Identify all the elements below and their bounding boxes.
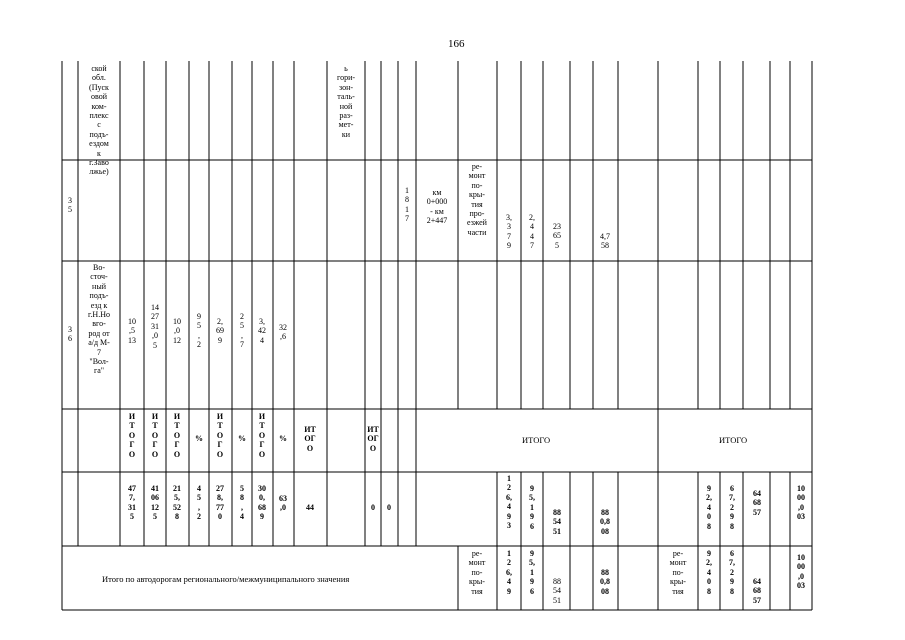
row36-value-1: 10 ,5 13 [128, 317, 136, 345]
total-value-6: 5 8 , 4 [240, 484, 244, 522]
total-right-1: 9 2, 4 0 8 [706, 484, 712, 531]
row35-km-range: км 0+000 - км 2+447 [426, 188, 448, 226]
itogo-left-label: ИТОГО [522, 435, 551, 445]
row36-value-2: 14 27 31 ,0 5 [151, 303, 159, 350]
itogo-vertical-5: И Т О Г О [258, 412, 266, 459]
total-zero-1: 0 [371, 503, 375, 512]
final-right-4: 10 00 ,0 03 [797, 553, 805, 591]
row35-number: 3 5 [68, 196, 72, 215]
final-left-1: 1 2 6, 4 9 [506, 549, 512, 596]
row36-value-5: 2, 69 9 [216, 317, 224, 345]
row35-value-2: 2, 4 4 7 [529, 213, 535, 251]
itogo-vertical-2: И Т О Г О [151, 412, 159, 459]
itogo-right-label: ИТОГО [719, 435, 748, 445]
row36-road-name: Во- сточ- ный подъ- езд к г.Н.Но вго- род от а/д М- 7 "Вол- га" [88, 263, 110, 376]
itogo-vertical-4: И Т О Г О [216, 412, 224, 459]
row35-sub-index: 1 8 1 7 [405, 186, 409, 224]
row36-value-8: 32 ,6 [279, 323, 287, 342]
total-right-2: 6 7, 2 9 8 [729, 484, 735, 531]
final-left-3: 88 54 51 [553, 577, 561, 605]
total-value-4: 4 5 , 2 [197, 484, 201, 522]
total-left-2: 9 5, 1 9 6 [529, 484, 535, 531]
final-row-label: Итого по автодорогам регионального/межмуниципального значения [102, 574, 350, 584]
row36-number: 3 6 [68, 325, 72, 344]
row35-name-continued: ской обл. (Пуск овой ком- плекс с подъ- ездом к г.Заво лжье) [89, 64, 109, 177]
final-right-work-type: ре- монт по- кры- тия [669, 549, 687, 596]
row36-value-7: 3, 42 4 [258, 317, 266, 345]
row35-value-1: 3, 3 7 9 [506, 213, 512, 251]
itogo-short-2: ИТ ОГ О [367, 425, 379, 453]
total-value-1: 47 7, 31 5 [128, 484, 136, 522]
final-right-3: 64 68 57 [753, 577, 761, 605]
total-zero-2: 0 [387, 503, 391, 512]
itogo-vertical-1: И Т О Г О [128, 412, 136, 459]
final-right-1: 9 2, 4 0 8 [706, 549, 712, 596]
itogo-vertical-3: И Т О Г О [173, 412, 181, 459]
total-value-3: 21 5, 52 8 [173, 484, 181, 522]
final-left-4: 88 0,8 08 [600, 568, 610, 596]
total-left-3: 88 54 51 [553, 508, 561, 536]
row35-work-continued: ь гори- зон- таль- ной раз- мет- ки [336, 64, 356, 139]
percent-1: % [195, 434, 203, 443]
row35-value-4: 4,7 58 [600, 232, 610, 251]
row36-value-4: 9 5 , 2 [197, 312, 201, 350]
final-left-2: 9 5, 1 9 6 [529, 549, 535, 596]
row35-work-type: ре- монт по- кры- тия про- езжей части [467, 162, 487, 237]
final-right-2: 6 7, 2 9 8 [729, 549, 735, 596]
itogo-short-1: ИТ ОГ О [304, 425, 316, 453]
percent-2: % [238, 434, 246, 443]
total-value-5: 27 8, 77 0 [216, 484, 224, 522]
percent-3: % [279, 434, 287, 443]
total-value-7: 30 0, 68 9 [258, 484, 266, 522]
total-left-4: 88 0,8 08 [600, 508, 610, 536]
row36-value-6: 2 5 , 7 [240, 312, 244, 350]
total-left-1: 1 2 6, 4 9 3 [506, 474, 512, 531]
total-value-8: 63 ,0 [279, 494, 287, 513]
total-value-44: 44 [306, 503, 314, 512]
row36-value-3: 10 ,0 12 [173, 317, 181, 345]
total-right-3: 64 68 57 [753, 489, 761, 517]
page-number: 166 [448, 38, 465, 50]
total-right-4: 10 00 ,0 03 [797, 484, 805, 522]
row35-value-3: 23 65 5 [553, 222, 561, 250]
final-left-work-type: ре- монт по- кры- тия [468, 549, 486, 596]
total-value-2: 41 06 12 5 [151, 484, 159, 522]
